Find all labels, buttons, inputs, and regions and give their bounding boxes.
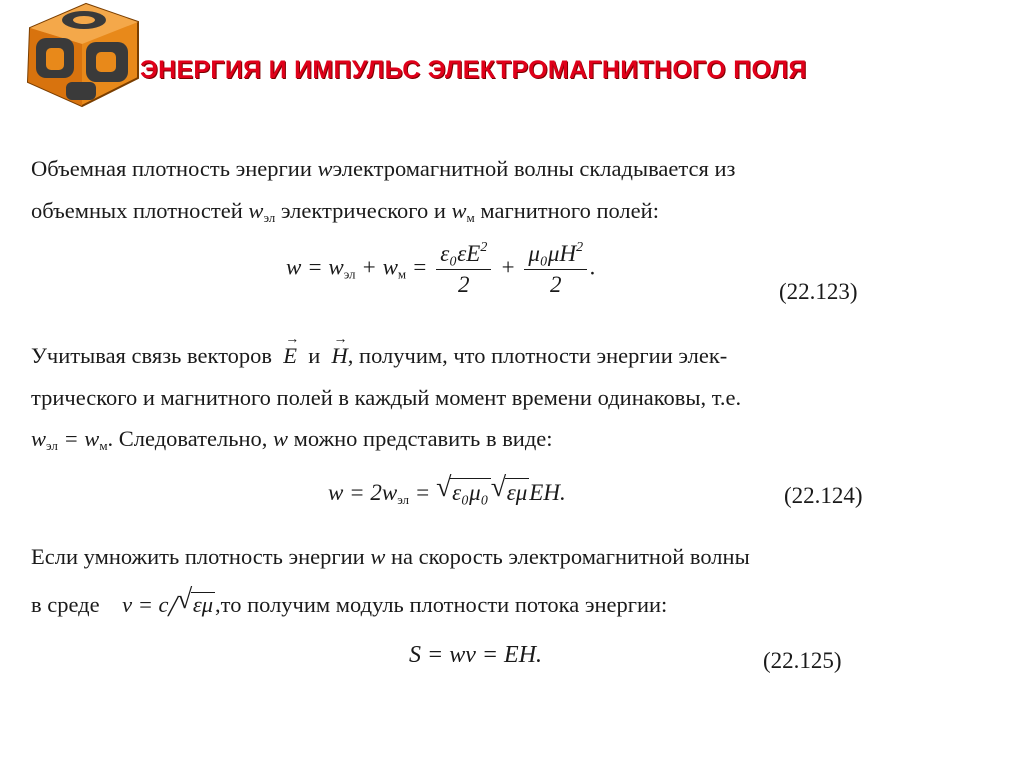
- equation-number-22-123: (22.123): [779, 279, 858, 304]
- para2-line2: трического и магнитного полей в каждый момент времени одинаковы, т.е.: [31, 385, 742, 410]
- para2-line1: Учитывая связь векторов → E и → H, получим, что плотности энергии элек-: [31, 332, 728, 368]
- para3-line1: Если умножить плотность энергии w на скорость электромагнитной волны: [31, 544, 750, 569]
- para3-line2: в среде v = c/ √ εμ,то получим модуль плотности потока энергии:: [31, 584, 668, 623]
- fraction-magnetic: $\frac{\mu_0\mu H^2}{2}$: [524, 240, 587, 298]
- cube-logo-icon: [20, 2, 146, 108]
- sqrt-eps-mu-speed: √ εμ: [176, 584, 214, 617]
- sqrt-eps-mu: √ εμ: [490, 472, 528, 505]
- equation-number-22-124: (22.124): [784, 483, 863, 508]
- para1-line2: объемных плотностей $w_{эл}$ электрического и $w_м$ магнитного полей:: [31, 198, 659, 225]
- para2-line3: $w_{эл} = w_м$. Следовательно, w можно представить в виде:: [31, 426, 553, 453]
- fraction-electric: $\frac{\varepsilon_0\varepsilon E^2}{2}$: [436, 240, 491, 298]
- equation-22-125: S = wv = EH.: [409, 642, 543, 668]
- page-title: ЭНЕРГИЯ И ИМПУЛЬС ЭЛЕКТРОМАГНИТНОГО ПОЛЯ: [140, 56, 807, 84]
- sqrt-eps0-mu0: √ ε₀μ₀: [436, 472, 489, 505]
- para1-line1: Объемная плотность энергии wэлектромагнитной волны складывается из: [31, 156, 736, 181]
- equation-number-22-125: (22.125): [763, 648, 842, 673]
- equation-22-124: $w = 2w_{эл}$ = √ ε₀μ₀ √ εμEH.: [328, 472, 566, 507]
- equation-22-123: $w = w_{эл} + w_м$ = $\frac{\varepsilon_0\varepsilon E^2}{2}$ + $\frac{\mu_0\mu H^2}{2}$ .: [286, 240, 596, 297]
